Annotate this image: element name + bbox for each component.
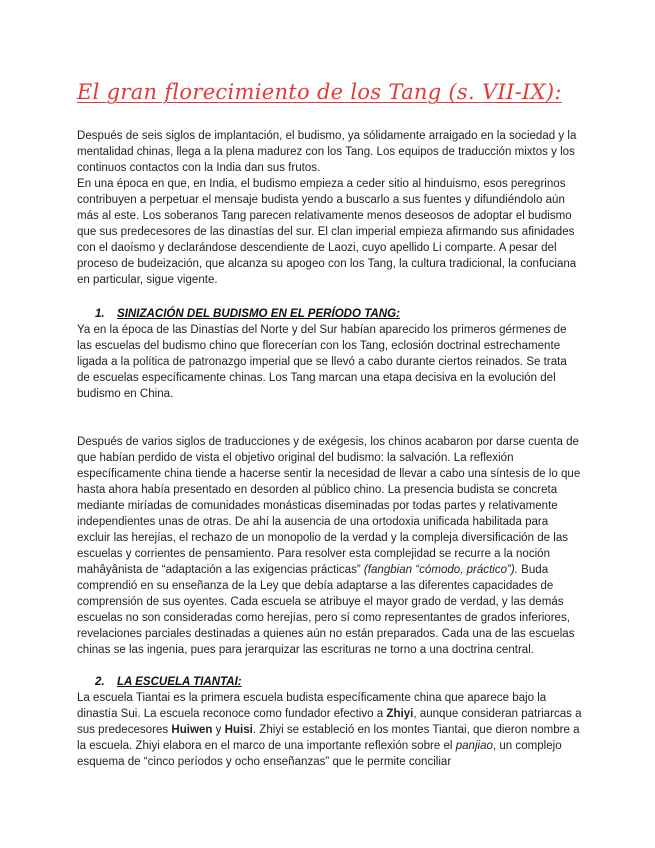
section-2-number: 2. xyxy=(95,676,105,688)
section-2-title: LA ESCUELA TIANTAI: xyxy=(117,676,242,688)
huiwen-name: Huiwen xyxy=(171,724,213,736)
section-2-paragraph xyxy=(77,690,582,770)
page-title: El gran florecimiento de los Tang (s. VII-IX): xyxy=(77,80,562,104)
section-1-number: 1. xyxy=(95,308,105,320)
section-1-paragraph-1: Ya en la época de las Dinastías del Norte y del Sur habían aparecido los primeros gérmenes de las escuelas del budismo chino que florecerían con los Tang, eclosión doctrinal estrechamente ligada a la política de patronazgo imperial que se llevó a cabo durante ciertos reinados. Se trata de escuelas específicamente chinas. Los Tang marcan una etapa decisiva en la evolución del budismo en China. xyxy=(77,324,567,400)
section-1-heading xyxy=(95,306,400,322)
section-2-heading xyxy=(95,674,242,690)
intro-paragraph-1 xyxy=(77,128,582,288)
huisi-name: Huisi xyxy=(224,724,253,736)
panjiao-term: panjiao xyxy=(455,740,493,752)
section-1-text-a: Después de varios siglos de traducciones y de exégesis, los chinos acabaron por darse cuenta de que habían perdido de vista el objetivo original del budismo: la salvación. La reflexión específicamente china tiende a hacerse sentir la necesidad de llevar a cabo una síntesis de lo que hasta ahora había presentado en desorden al público chino. La presencia budista se concreta mediante miríadas de comunidades monásticas diseminadas por todas partes y relativamente independientes unas de otras. De ahí la ausencia de una ortodoxia unificada habilitada para excluir las herejías, el rechazo de un monopolio de la verdad y la compleja diversificación de las escuelas y corrientes de pensamiento. Para resolver esta complejidad se recurre a la noción mahâyânista de “adaptación a las exigencias prácticas” xyxy=(77,436,581,576)
section-2-text-1: La escuela Tiantai es la primera escuela budista específicamente china que aparece bajo la dinastía Sui. La escuela reconoce como fundador efectivo a xyxy=(77,692,547,720)
section-2-text-4: , un complejo esquema de “cinco períodos y ocho enseñanzas” que le permite conciliar xyxy=(77,740,562,768)
section-1-text-b: Buda comprendió en su enseñanza de la Ley que debía adaptarse a las diferentes capacidades de comprensión de sus oyentes. Cada escuela se atribuye el mayor grado de verdad, y las demás escuelas no son consideradas como herejías, pero sí como representantes de grados inferiores, revelaciones parciales destinadas a quienes aún no están preparados. Cada una de las escuelas chinas se las ingenia, pues para jerarquizar las escrituras ne torno a una doctrina central. xyxy=(77,564,575,656)
section-1-title: SINIZACIÓN DEL BUDISMO EN EL PERÍODO TANG: xyxy=(117,308,400,320)
intro-text-2: En una época en que, en India, el budismo empieza a ceder sitio al hinduismo, esos peregrinos contribuyen a perpetuar el mensaje budista yendo a buscarlo a sus fuentes y difundiéndolo aún más al este. Los soberanos Tang parecen relativamente menos deseosos de adoptar el budismo que sus predecesores de las dinastías del sur. El clan imperial empieza afirmando sus afinidades con el daoísmo y declarándose descendiente de Laozi, cuyo apellido Li comparte. A pesar del proceso de budeización, que alcanza su apogeo con los Tang, la cultura tradicional, la confuciana en particular, sigue vigente. xyxy=(77,178,577,286)
zhiyi-name: Zhiyi xyxy=(386,708,414,720)
section-1-paragraph-2 xyxy=(77,434,582,658)
section-2-text-3: . Zhiyi se estableció en los montes Tiantai, que dieron nombre a la escuela. Zhiyi elabora en el marco de una importante reflexión sobre el xyxy=(77,724,580,752)
fangbian-term: (fangbian “cómodo, práctico”). xyxy=(363,564,518,576)
conjunction: y xyxy=(215,724,222,736)
intro-text-1: Después de seis siglos de implantación, el budismo, ya sólidamente arraigado en la sociedad y la mentalidad chinas, llega a la plena madurez con los Tang. Los equipos de traducción mixtos y los continuos contactos con la India dan sus frutos. xyxy=(77,130,577,174)
section-2-text-2: , aunque consideran patriarcas a sus predecesores xyxy=(77,708,582,736)
